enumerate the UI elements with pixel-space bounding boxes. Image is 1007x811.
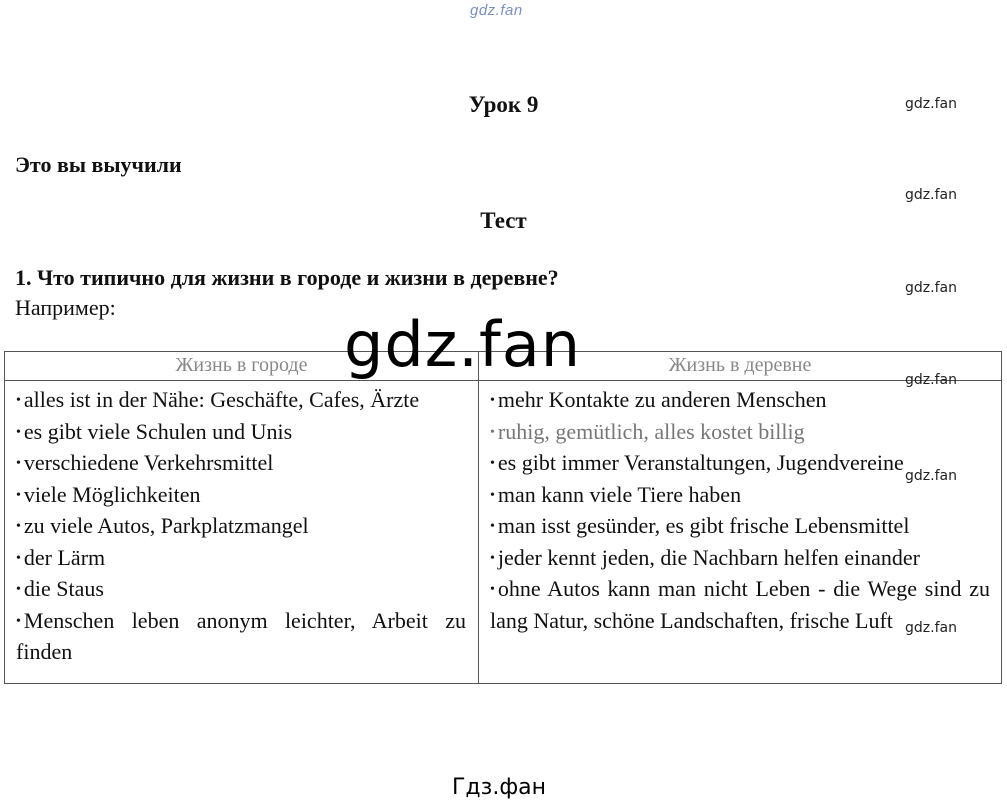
list-item: • alles ist in der Nähe: Geschäfte, Cafes, Ärzte — [16, 387, 420, 412]
bullet-icon: • — [16, 582, 21, 597]
list-item: • ohne Autos kann man nicht Leben - die Wege sind zu lang Natur, schöne Landschaften, frische Luft — [490, 576, 990, 633]
example-label: Например: — [15, 295, 116, 320]
list-item: • es gibt viele Schulen und Unis — [16, 418, 293, 444]
list-item: • es gibt immer Veranstaltungen, Jugendvereine — [490, 450, 904, 475]
bullet-icon: • — [490, 424, 495, 440]
lesson-title: Урок 9 — [468, 92, 539, 117]
village-column-header: Жизнь в деревне — [668, 354, 812, 376]
watermark-side: gdz.fan — [905, 280, 957, 296]
watermark-side: gdz.fan — [905, 468, 957, 484]
column-divider — [478, 352, 479, 683]
bullet-icon: • — [490, 487, 495, 503]
bullet-icon: • — [16, 456, 21, 471]
bullet-icon: • — [490, 582, 495, 597]
list-item: • ruhig, gemütlich, alles kostet billig — [490, 418, 805, 444]
watermark-side: gdz.fan — [905, 187, 957, 203]
city-column-header: Жизнь в городе — [175, 354, 308, 376]
bullet-icon: • — [490, 550, 495, 566]
watermark-side: gdz.fan — [905, 620, 957, 636]
bullet-icon: • — [16, 550, 21, 566]
list-item: • man isst gesünder, es gibt frische Lebensmittel — [490, 513, 910, 538]
village-column — [490, 385, 990, 636]
watermark-top: gdz.fan — [470, 2, 523, 19]
watermark-center: gdz.fan — [344, 308, 582, 381]
bullet-icon: • — [490, 393, 495, 408]
list-item: • man kann viele Tiere haben — [490, 481, 742, 507]
bullet-icon: • — [490, 519, 495, 534]
bullet-icon: • — [16, 393, 21, 408]
question-heading: 1. Что типично для жизни в городе и жизни в деревне? — [15, 265, 559, 290]
watermark-side: gdz.fan — [905, 96, 957, 112]
section-title: Это вы выучили — [15, 152, 182, 177]
list-item: • die Staus — [16, 576, 104, 601]
list-item: • viele Möglichkeiten — [16, 481, 201, 507]
comparison-table — [4, 351, 1002, 684]
watermark-bottom: Гдз.фан — [452, 775, 546, 800]
city-column — [16, 385, 466, 668]
bullet-icon: • — [490, 456, 495, 471]
bullet-icon: • — [16, 424, 21, 440]
list-item: • verschiedene Verkehrsmittel — [16, 450, 274, 475]
list-item: • der Lärm — [16, 544, 106, 570]
list-item: • jeder kennt jeden, die Nachbarn helfen einander — [490, 544, 920, 570]
watermark-side: gdz.fan — [905, 372, 957, 388]
bullet-icon: • — [16, 519, 21, 534]
list-item: • mehr Kontakte zu anderen Menschen — [490, 387, 827, 412]
list-item: • zu viele Autos, Parkplatzmangel — [16, 513, 309, 538]
bullet-icon: • — [16, 613, 21, 629]
bullet-icon: • — [16, 487, 21, 503]
list-item: • Menschen leben anonym leichter, Arbeit zu finden — [16, 607, 466, 664]
test-title: Тест — [480, 208, 527, 233]
